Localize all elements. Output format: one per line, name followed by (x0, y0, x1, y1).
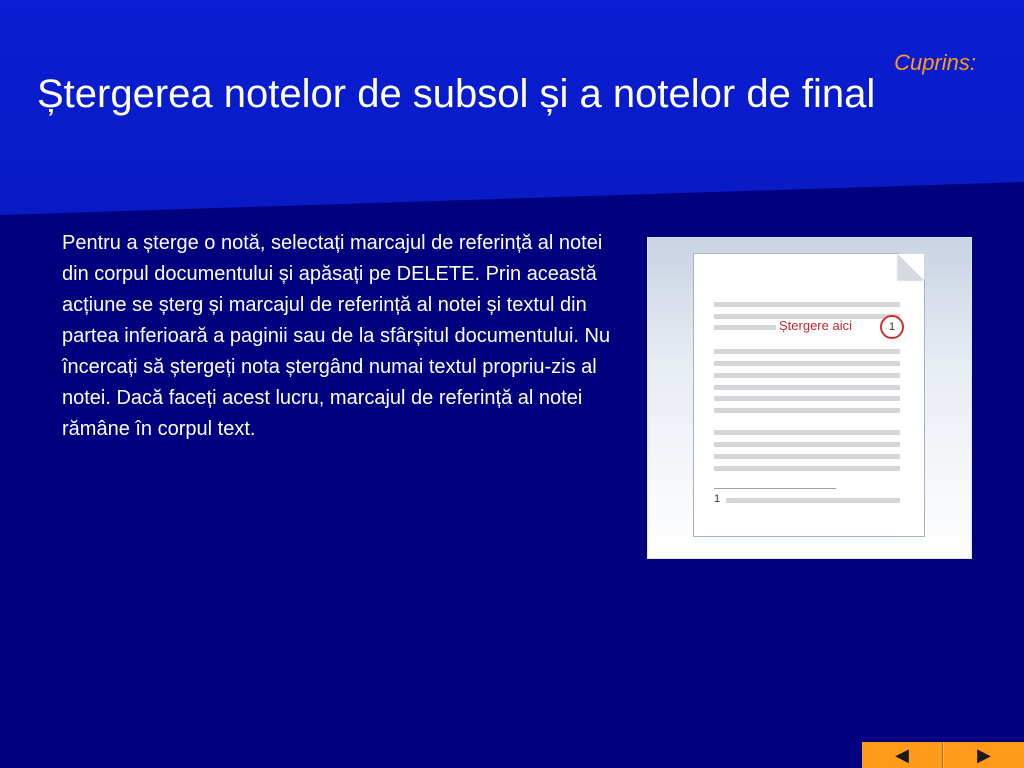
previous-slide-button[interactable] (862, 742, 943, 768)
page-fold-icon (898, 254, 924, 280)
text-line (714, 430, 900, 435)
text-line (714, 408, 900, 413)
slide-navigation (862, 742, 1024, 768)
page-title: Ștergerea notelor de subsol și a notelor de final (37, 72, 876, 116)
text-line (714, 466, 900, 471)
footnote-number: 1 (714, 493, 721, 505)
text-line (714, 396, 900, 401)
document-page (694, 254, 924, 536)
text-line (714, 373, 900, 378)
contents-link[interactable]: Cuprins: (894, 50, 976, 75)
text-line (714, 325, 776, 330)
text-line (714, 385, 900, 390)
arrow-right-icon: ▶ (977, 744, 991, 765)
next-slide-button[interactable] (943, 742, 1024, 768)
arrow-left-icon: ◀ (895, 744, 909, 765)
text-line (714, 302, 900, 307)
text-line (714, 454, 900, 459)
document-illustration (648, 238, 971, 558)
footnote-separator (714, 488, 836, 489)
text-line (714, 361, 900, 366)
body-paragraph: Pentru a șterge o notă, selectați marcajul de referință al notei din corpul documentului și apăsați pe DELETE. Prin această acțiune se șterg și marcajul de referință al notei și textul din partea inferioară a paginii sau de la sfârșitul documentului. Nu încercați să ștergeți nota ștergând numai textul propriu-zis al notei. Dacă faceți acest lucru, marcajul de referință al notei rămâne în corpul text. (62, 232, 611, 440)
footnote-text-line (726, 498, 900, 503)
text-line (714, 349, 900, 354)
footnote-reference-mark[interactable]: 1 (880, 315, 904, 339)
text-line (714, 442, 900, 447)
delete-here-label: Ștergere aici (779, 318, 852, 333)
